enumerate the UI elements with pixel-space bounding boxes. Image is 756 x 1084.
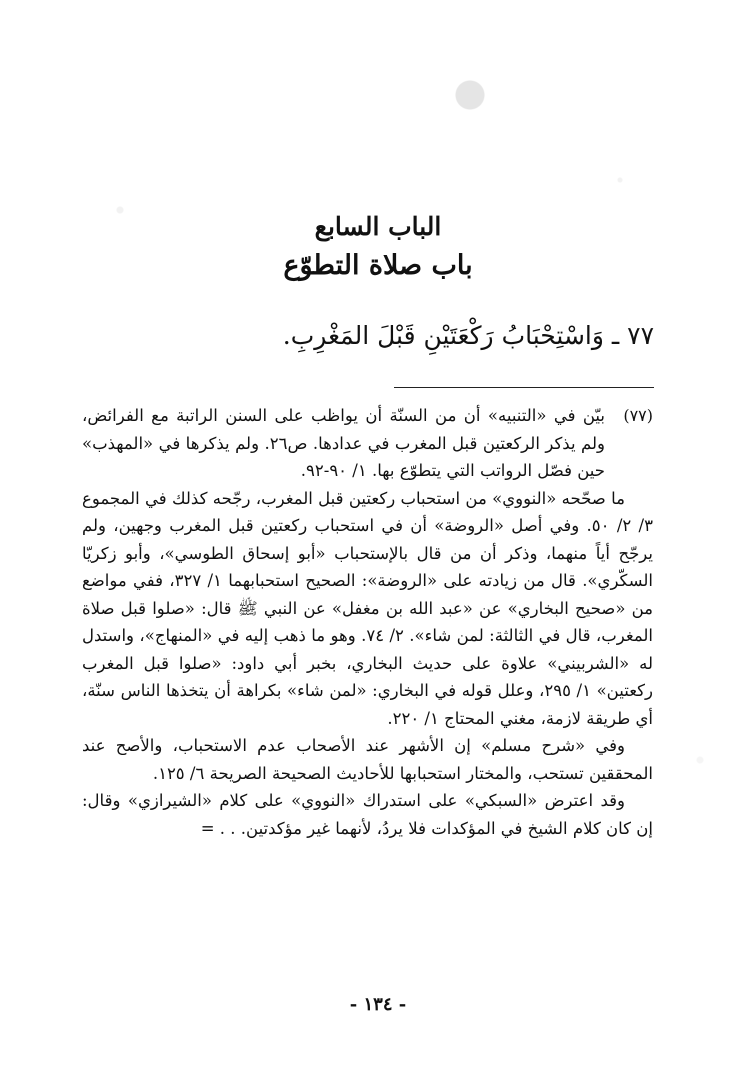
footnote-paragraph-4: وقد اعترض «السبكي» على استدراك «النووي» على كلام «الشيرازي» وقال: إن كان كلام الشيخ في المؤكدات فلا يردُ، لأنهما غير مؤكدتين. . . = <box>82 791 653 838</box>
page-number: - ١٣٤ - <box>349 994 407 1015</box>
footnotes-block <box>82 402 653 842</box>
chapter-subtitle: باب صلاة التطوّع <box>283 250 473 281</box>
chapter-title: الباب السابع <box>314 212 442 241</box>
footnote-paragraph-3: وفي «شرح مسلم» إن الأشهر عند الأصحاب عدم الاستحباب، والأصح عند المحققين تستحب، والمختار استحبابها للأحاديث الصحيحة الصريحة ٦/ ١٢٥. <box>82 736 653 783</box>
footnote-paragraph-2: ما صحّحه «النووي» من استحباب ركعتين قبل المغرب، رجّحه كذلك في المجموع ٣/ ٢/ ٥٠. وفي أصل «الروضة» أن في استحباب ركعتين قبل المغرب وجهين، ولم يرجّح أياً منهما، وذكر أن من قال بالإستحباب «أبو إسحاق الطوسي»، وأبو زكريّا السكّري». قال من زيادته على «الروضة»: الصحيح استحبابهما ١/ ٣٢٧، ففي مواضع من «صحيح البخاري» عن «عبد الله بن مغفل» عن النبي ﷺ قال: «صلوا قبل صلاة المغرب، قال في الثالثة: لمن شاء». ٢/ ٧٤. وهو ما ذهب إليه في «المنهاج»، واستدل له «الشربيني» علاوة على حديث البخاري، بخبر أبي داود: «صلوا قبل المغرب ركعتين» ١/ ٢٩٥، وعلل قوله في البخاري: «لمن شاء» بكراهة أن يتخذها الناس سنّة، أي طريقة لازمة، مغني المحتاج ١/ ٢٢٠. <box>82 488 653 728</box>
footnote-number: (٧٧) <box>623 406 653 425</box>
section-heading: ٧٧ ـ وَاسْتِحْبَابُ رَكْعَتَيْنِ قَبْلَ المَغْرِبِ. <box>282 321 654 350</box>
footnote-paragraph-1: بيّن في «التنبيه» أن من السنّة أن يواظب على السنن الراتبة مع الفرائض، ولم يذكر الركعتين قبل المغرب في عدادها. ص٢٦. ولم يذكرها في «المهذب» حين فصّل الرواتب التي يتطوّع بها. ١/ ٩٠-٩٢. <box>82 406 605 480</box>
footnote-divider <box>394 387 654 388</box>
